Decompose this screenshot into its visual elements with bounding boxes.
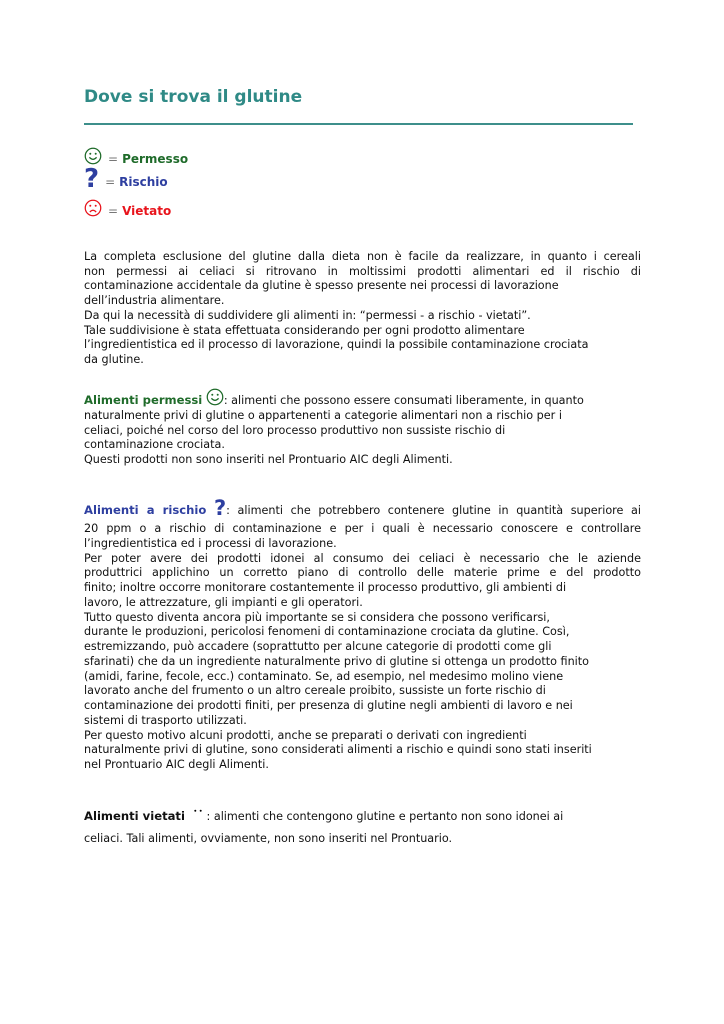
text-line: sistemi di trasporto utilizzati. xyxy=(84,713,247,727)
rischio-heading: Alimenti a rischio xyxy=(84,503,207,517)
legend-item-permesso xyxy=(84,147,188,168)
text-line: Per poter avere dei prodotti idonei al consumo dei celiaci è necessario che le aziende xyxy=(84,551,641,565)
text-line: dell’industria alimentare. xyxy=(84,294,225,308)
legend-label: Rischio xyxy=(119,175,168,189)
equals-sign: = xyxy=(108,204,119,218)
title-divider xyxy=(84,123,633,125)
frown-icon xyxy=(189,804,207,826)
text-line: contaminazione crociata. xyxy=(84,438,225,452)
legend-label: Permesso xyxy=(122,152,189,166)
text-line: Questi prodotti non sono inseriti nel Prontuario AIC degli Alimenti. xyxy=(84,453,453,467)
text-line: contaminazione accidentale da glutine è spesso presente nei processi di lavorazione xyxy=(84,279,559,293)
permessi-lead-text: : alimenti che possono essere consumati liberamente, in quanto xyxy=(223,394,584,407)
text-line: produttrici applichino un corretto piano di controllo delle materie prime e del prodotto xyxy=(84,566,641,580)
text-line: l’ingredientistica ed i processi di lavorazione. xyxy=(84,536,337,550)
legend-label: Vietato xyxy=(122,204,172,218)
text-line: lavorato anche del frumento o un altro cereale proibito, sussiste un forte rischio di xyxy=(84,684,546,698)
question-mark-icon: ? xyxy=(213,496,227,520)
rischio-lead-text: : alimenti che potrebbero contenere glutine in quantità superiore ai xyxy=(226,504,641,517)
question-mark-icon: ? xyxy=(84,164,100,194)
text-line: celiaci. Tali alimenti, ovviamente, non sono inseriti nel Prontuario. xyxy=(84,832,453,845)
vietati-section-heading xyxy=(84,804,641,826)
vietati-heading: Alimenti vietati xyxy=(84,809,185,823)
text-line: (amidi, farine, fecole, ecc.) contaminato. Se, ad esempio, nel medesimo molino viene xyxy=(84,669,564,683)
text-line: naturalmente privi di glutine o appartenenti a categorie alimentari non a rischio per i xyxy=(84,409,562,422)
text-line: l’ingredientistica ed il processo di lavorazione, quindi la possibile contaminazione crociata xyxy=(84,338,589,352)
smiley-icon xyxy=(206,388,224,410)
frown-icon xyxy=(84,199,102,220)
equals-sign: = xyxy=(108,152,119,166)
text-line: durante le produzioni, pericolosi fenomeni di contaminazione crociata da glutine. Così, xyxy=(84,625,570,639)
legend-item-vietato xyxy=(84,199,171,220)
page-title: Dove si trova il glutine xyxy=(84,87,303,107)
text-line: celiaci, poiché nel corso del loro processo produttivo non sussiste rischio di xyxy=(84,423,506,437)
text-line: naturalmente privi di glutine, sono considerati alimenti a rischio e quindi sono stati inseriti xyxy=(84,743,592,757)
text-line: nel Prontuario AIC degli Alimenti. xyxy=(84,758,269,771)
rischio-section-heading xyxy=(84,496,641,520)
text-line: La completa esclusione del glutine dalla dieta non è facile da realizzare, in quanto i cereali xyxy=(84,250,641,263)
text-line: estremizzando, può accadere (soprattutto per alcune categorie di prodotti come gli xyxy=(84,640,552,653)
legend-item-rischio xyxy=(84,164,168,194)
permessi-section-heading xyxy=(84,388,641,410)
text-line: sfarinati) che da un ingrediente naturalmente privo di glutine si ottenga un prodotto finito xyxy=(84,654,590,668)
text-line: 20 ppm o a rischio di contaminazione e per i quali è necessario conoscere e controllare xyxy=(84,522,641,535)
text-line: finito; inoltre occorre monitorare costantemente il processo produttivo, gli ambienti di xyxy=(84,581,567,594)
vietati-lead-text: : alimenti che contengono glutine e pertanto non sono idonei ai xyxy=(206,810,564,823)
text-line: lavoro, le attrezzature, gli impianti e gli operatori. xyxy=(84,595,363,609)
text-line: Tale suddivisione è stata effettuata considerando per ogni prodotto alimentare xyxy=(84,323,525,337)
text-line: contaminazione dei prodotti finiti, per presenza di glutine negli ambienti di lavoro e nei xyxy=(84,699,573,712)
text-line: da glutine. xyxy=(84,352,144,366)
permessi-heading: Alimenti permessi xyxy=(84,393,203,407)
text-line: Per questo motivo alcuni prodotti, anche se preparati o derivati con ingredienti xyxy=(84,728,527,742)
equals-sign: = xyxy=(105,175,116,189)
text-line: Da qui la necessità di suddividere gli alimenti in: “permessi - a rischio - vietati”. xyxy=(84,308,531,322)
text-line: non permessi ai celiaci si ritrovano in moltissimi prodotti alimentari ed il rischio di xyxy=(84,264,641,278)
text-line: Tutto questo diventa ancora più importante se si considera che possono verificarsi, xyxy=(84,610,550,624)
